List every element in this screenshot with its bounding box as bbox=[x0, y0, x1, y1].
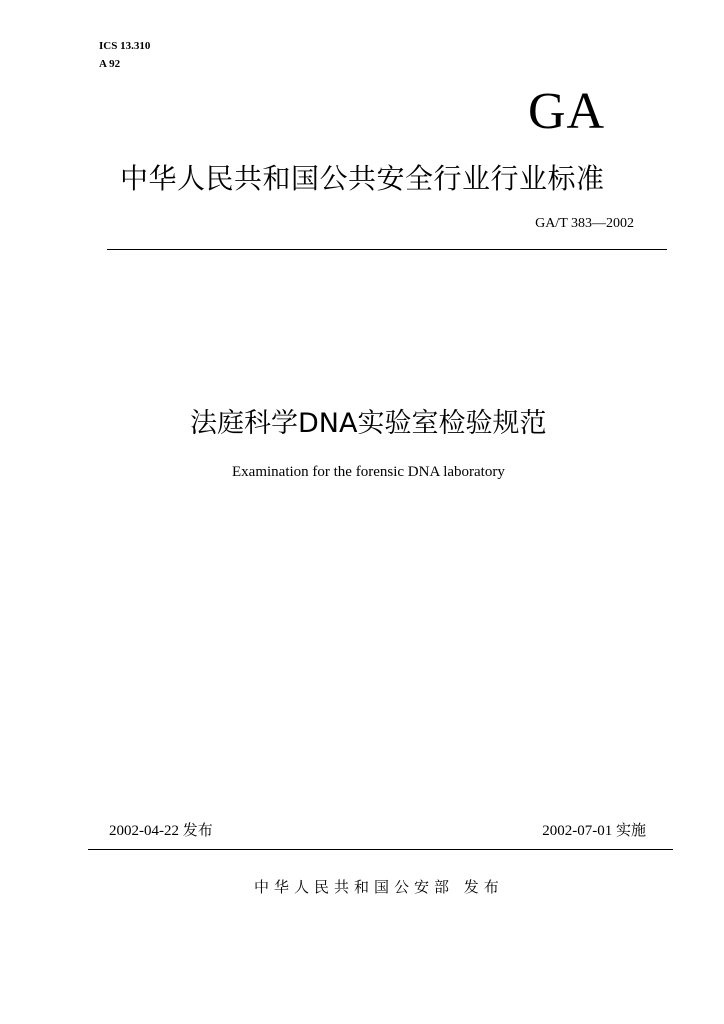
classification-code: A 92 bbox=[99, 58, 121, 70]
implementation-date: 2002-07-01 实施 bbox=[542, 823, 646, 839]
document-title-english: Examination for the forensic DNA laboratory bbox=[232, 464, 505, 480]
document-title: 法庭科学DNA实验室检验规范 bbox=[190, 408, 547, 439]
ga-logo: GA bbox=[528, 83, 606, 140]
ics-code: ICS 13.310 bbox=[99, 40, 151, 52]
standard-code: GA/T 383—2002 bbox=[535, 216, 634, 231]
issue-date: 2002-04-22 发布 bbox=[109, 823, 213, 839]
footer-divider bbox=[88, 849, 673, 850]
header-divider bbox=[107, 249, 667, 250]
issuer: 中华人民共和国公安部 发布 bbox=[254, 878, 504, 896]
standard-title: 中华人民共和国公共安全行业行业标准 bbox=[120, 162, 605, 195]
